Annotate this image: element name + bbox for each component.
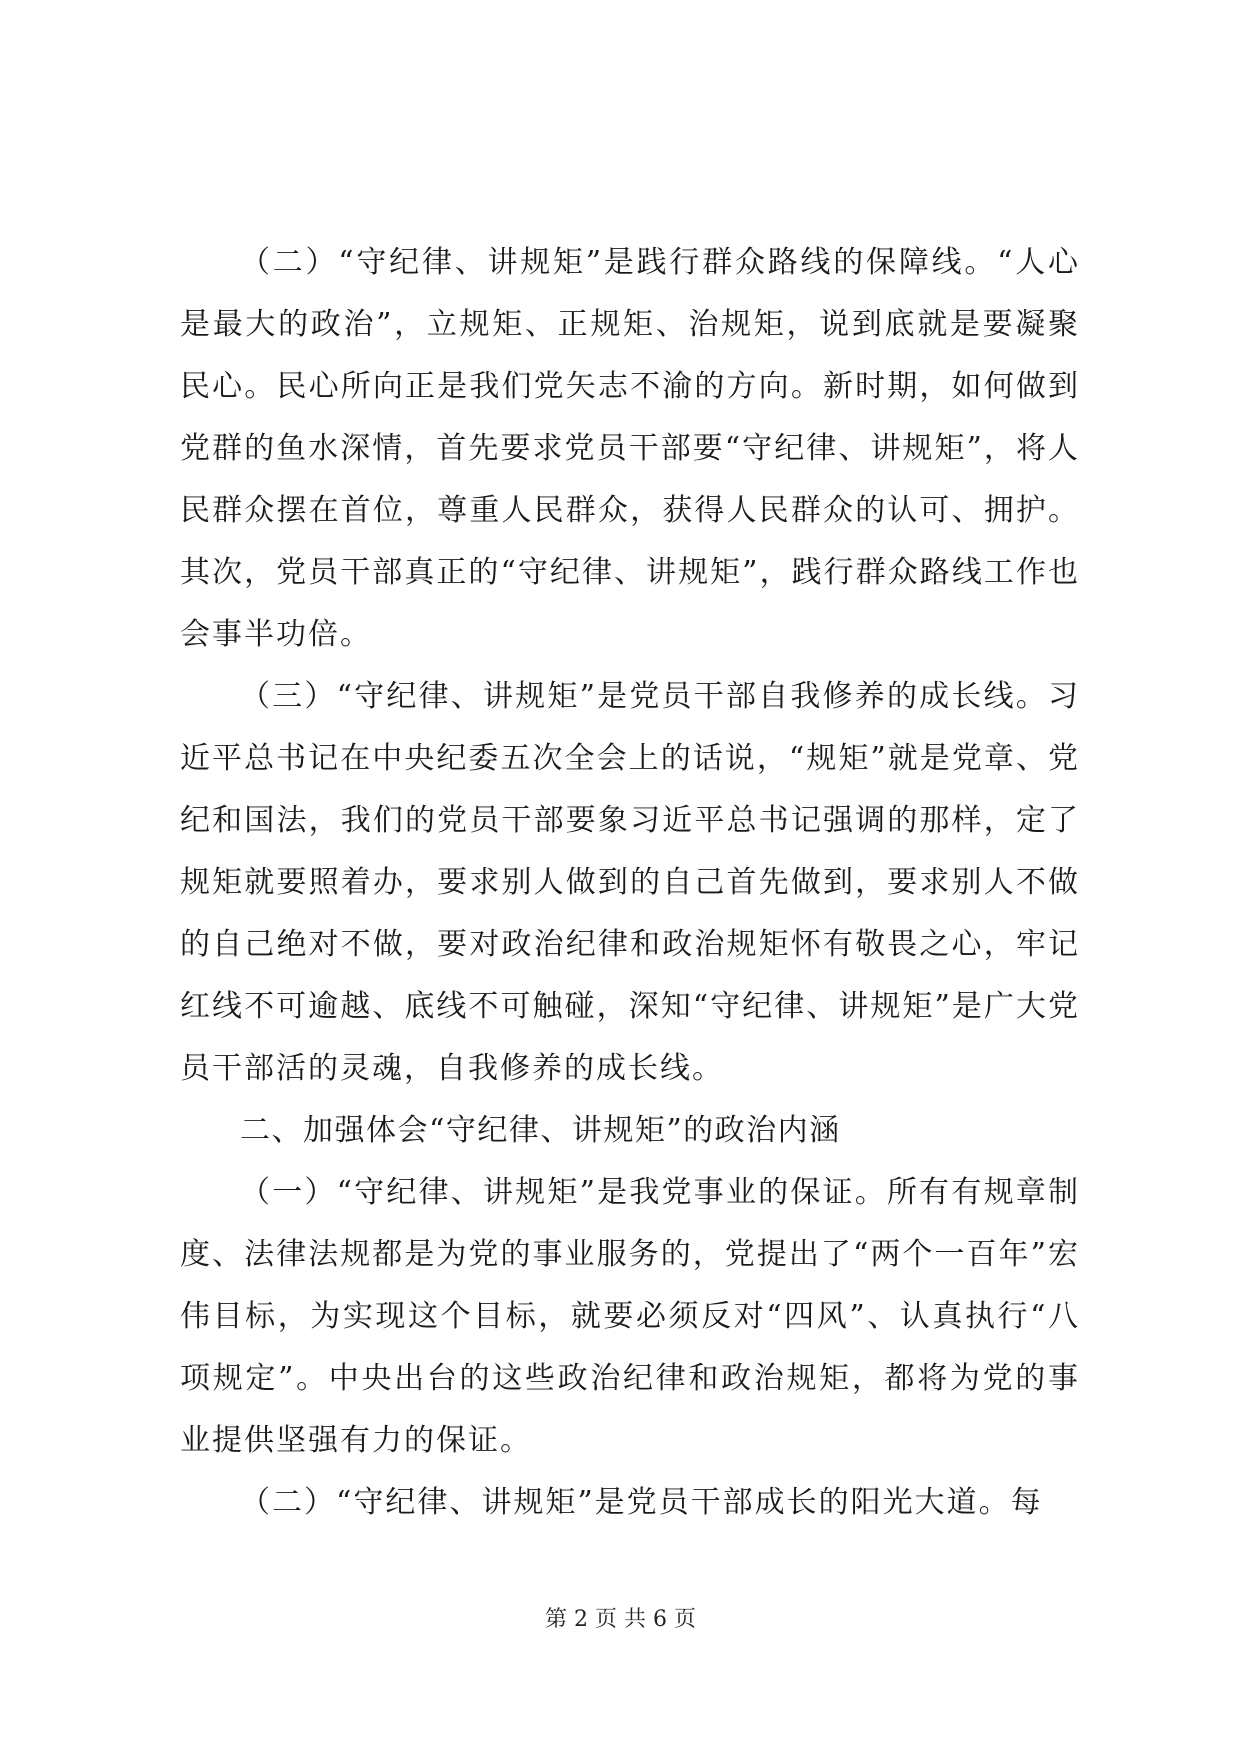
paragraph-self-cultivation: （三）“守纪律、讲规矩”是党员干部自我修养的成长线。习近平总书记在中央纪委五次全会上的话说，“规矩”就是党章、党纪和国法，我们的党员干部要象习近平总书记强调的那样，定了规矩就要照着办，要求别人做到的自己首先做到，要求别人不做的自己绝对不做，要对政治纪律和政治规矩怀有敬畏之心，牢记红线不可逾越、底线不可触碰，深知“守纪律、讲规矩”是广大党员干部活的灵魂，自我修养的成长线。: [180, 679, 1080, 1086]
section-heading-political-connotation: 二、加强体会“守纪律、讲规矩”的政治内涵: [240, 1113, 841, 1148]
paragraph-party-cause: （一）“守纪律、讲规矩”是我党事业的保证。所有有规章制度、法律法规都是为党的事业服务的，党提出了“两个一百年”宏伟目标，为实现这个目标，就要必须反对“四风”、认真执行“八项规定”。中央出台的这些政治纪律和政治规矩，都将为党的事业提供坚强有力的保证。: [180, 1175, 1080, 1458]
page-footer: 第 2 页 共 6 页: [545, 1607, 696, 1632]
paragraph-cadre-growth: （二）“守纪律、讲规矩”是党员干部成长的阳光大道。每: [240, 1485, 1043, 1520]
paragraph-mass-line: （二）“守纪律、讲规矩”是践行群众路线的保障线。“人心是最大的政治”，立规矩、正规矩、治规矩，说到底就是要凝聚民心。民心所向正是我们党矢志不渝的方向。新时期，如何做到党群的鱼水深情，首先要求党员干部要“守纪律、讲规矩”，将人民群众摆在首位，尊重人民群众，获得人民群众的认可、拥护。其次，党员干部真正的“守纪律、讲规矩”，践行群众路线工作也会事半功倍。: [180, 245, 1080, 652]
document-body: [180, 232, 1080, 1534]
